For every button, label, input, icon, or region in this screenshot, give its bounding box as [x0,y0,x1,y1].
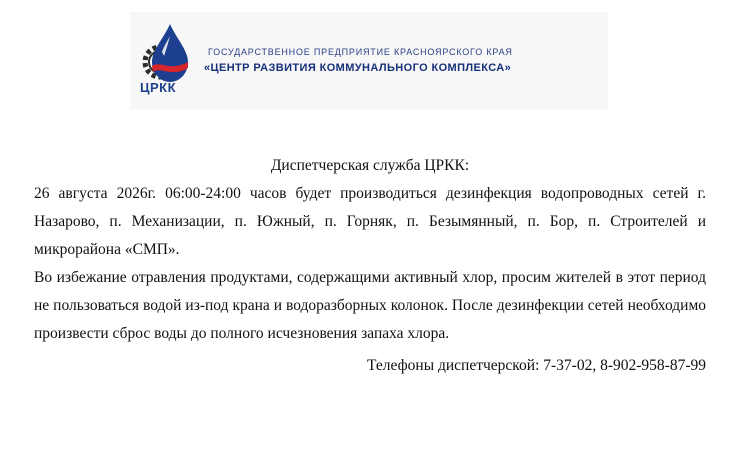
letterhead [130,12,608,110]
water-drop-gear-icon [140,22,192,86]
dispatcher-phones: Телефоны диспетчерской: 7-37-02, 8-902-958-87-99 [367,357,706,374]
drop-icon [152,24,188,82]
notice-paragraph-warning: Во избежание отравления продуктами, содержащими активный хлор, просим жителей в этот период не пользоваться водой из-под крана и водоразборных колонок. После дезинфекции сетей необходимо произвести сброс воды до полного исчезновения запаха хлора. [34,269,706,342]
logo-abbreviation: ЦРКК [139,80,177,95]
notice-paragraph-disinfection: 26 августа 2026г. 06:00-24:00 часов будет производиться дезинфекция водопроводных сетей г. Назарово, п. Механизации, п. Южный, п. Горняк, п. Безымянный, п. Бор, п. Строителей и микрорайона «СМП». [34,185,706,258]
notice-title: Диспетчерская служба ЦРКК: [270,157,470,174]
org-name-line: «ЦЕНТР РАЗВИТИЯ КОММУНАЛЬНОГО КОМПЛЕКСА» [204,62,512,74]
notice-body [34,152,706,380]
org-type-line: ГОСУДАРСТВЕННОЕ ПРЕДПРИЯТИЕ КРАСНОЯРСКОГО КРАЯ [208,47,513,57]
